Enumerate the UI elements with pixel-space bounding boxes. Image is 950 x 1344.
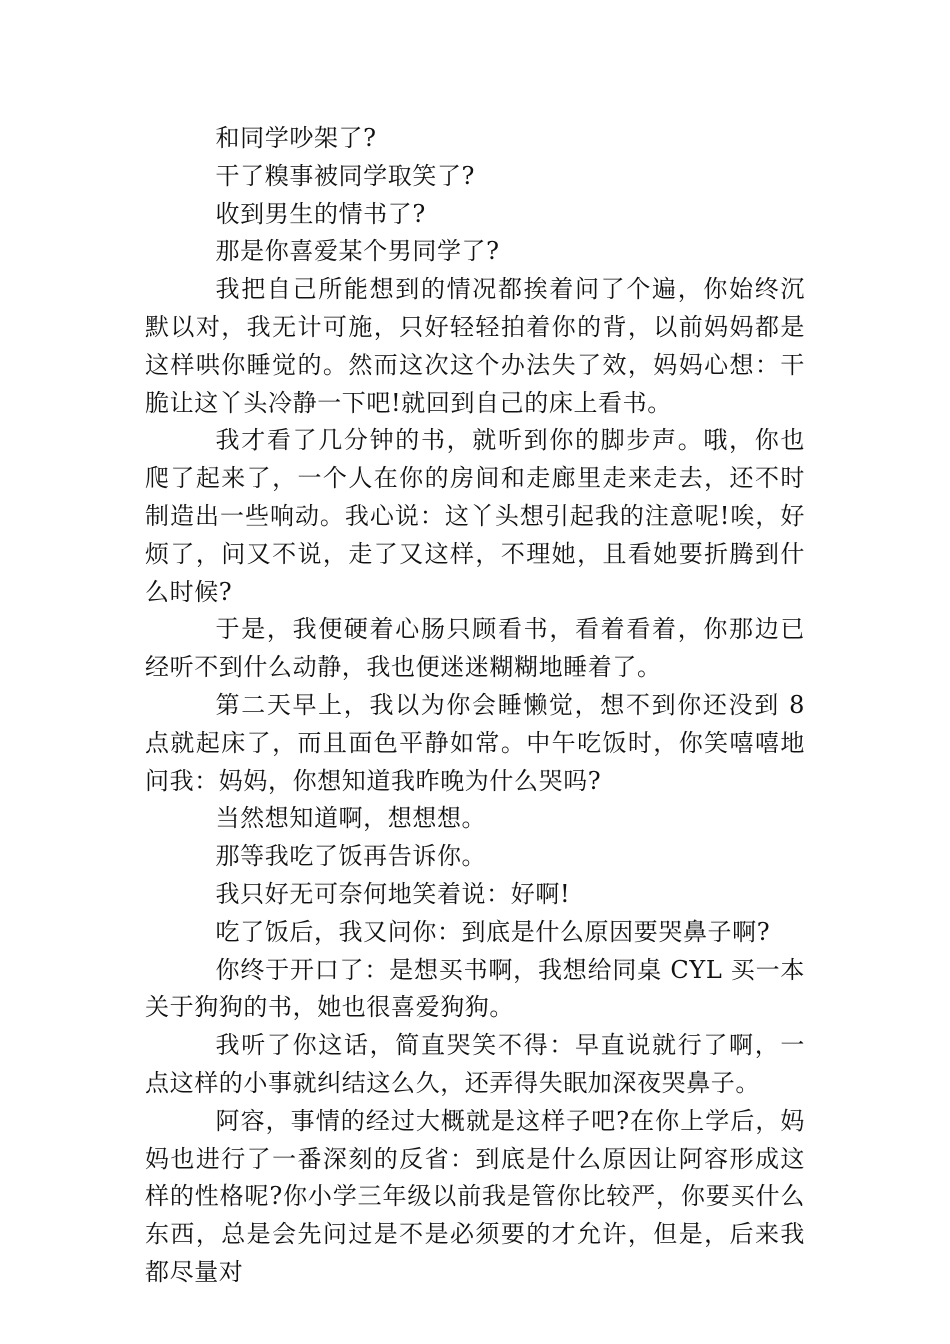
- paragraph: 和同学吵架了?: [215, 124, 377, 152]
- paragraph: 你终于开口了：是想买书啊，我想给同桌 CYL 买一本关于狗狗的书，她也很喜爱狗狗。: [145, 955, 805, 1022]
- body-text: [145, 120, 805, 1292]
- paragraph: 第二天早上，我以为你会睡懒觉，想不到你还没到 8 点就起床了，而且面色平静如常。中午吃饭时，你笑嘻嘻地问我：妈妈，你想知道我昨晚为什么哭吗?: [145, 690, 805, 795]
- paragraph: 阿容，事情的经过大概就是这样子吧?在你上学后，妈妈也进行了一番深刻的反省：到底是什么原因让阿容形成这样的性格呢?你小学三年级以前我是管你比较严，你要买什么东西，总是会先问过是不是必须要的才允许，但是，后来我都尽量对: [145, 1106, 805, 1286]
- paragraph: 我听了你这话，简直哭笑不得：早直说就行了啊，一点这样的小事就纠结这么久，还弄得失眠加深夜哭鼻子。: [145, 1031, 805, 1097]
- paragraph: 吃了饭后，我又问你：到底是什么原因要哭鼻子啊?: [215, 917, 771, 946]
- paragraph: 我只好无可奈何地笑着说：好啊!: [215, 879, 571, 908]
- paragraph: 于是，我便硬着心肠只顾看书，看着看着，你那边已经听不到什么动静，我也便迷迷糊糊地睡着了。: [145, 615, 805, 682]
- paragraph: 干了糗事被同学取笑了?: [215, 161, 476, 190]
- paragraph: 我才看了几分钟的书，就听到你的脚步声。哦，你也爬了起来了，一个人在你的房间和走廊里走来走去，还不时制造出一些响动。我心说：这丫头想引起我的注意呢!唉，好烦了，问又不说，走了又这样，不理她，且看她要折腾到什么时候?: [145, 426, 805, 606]
- paragraph: 我把自己所能想到的情况都挨着问了个遍，你始终沉默以对，我无计可施，只好轻轻拍着你的背，以前妈妈都是这样哄你睡觉的。然而这次这个办法失了效，妈妈心想：干脆让这丫头冷静一下吧!就回到自己的床上看书。: [145, 275, 805, 417]
- paragraph: 当然想知道啊，想想想。: [215, 804, 487, 833]
- paragraph: 那等我吃了饭再告诉你。: [215, 842, 487, 871]
- paragraph: 收到男生的情书了?: [215, 199, 426, 228]
- paragraph: 那是你喜爱某个男同学了?: [215, 237, 500, 266]
